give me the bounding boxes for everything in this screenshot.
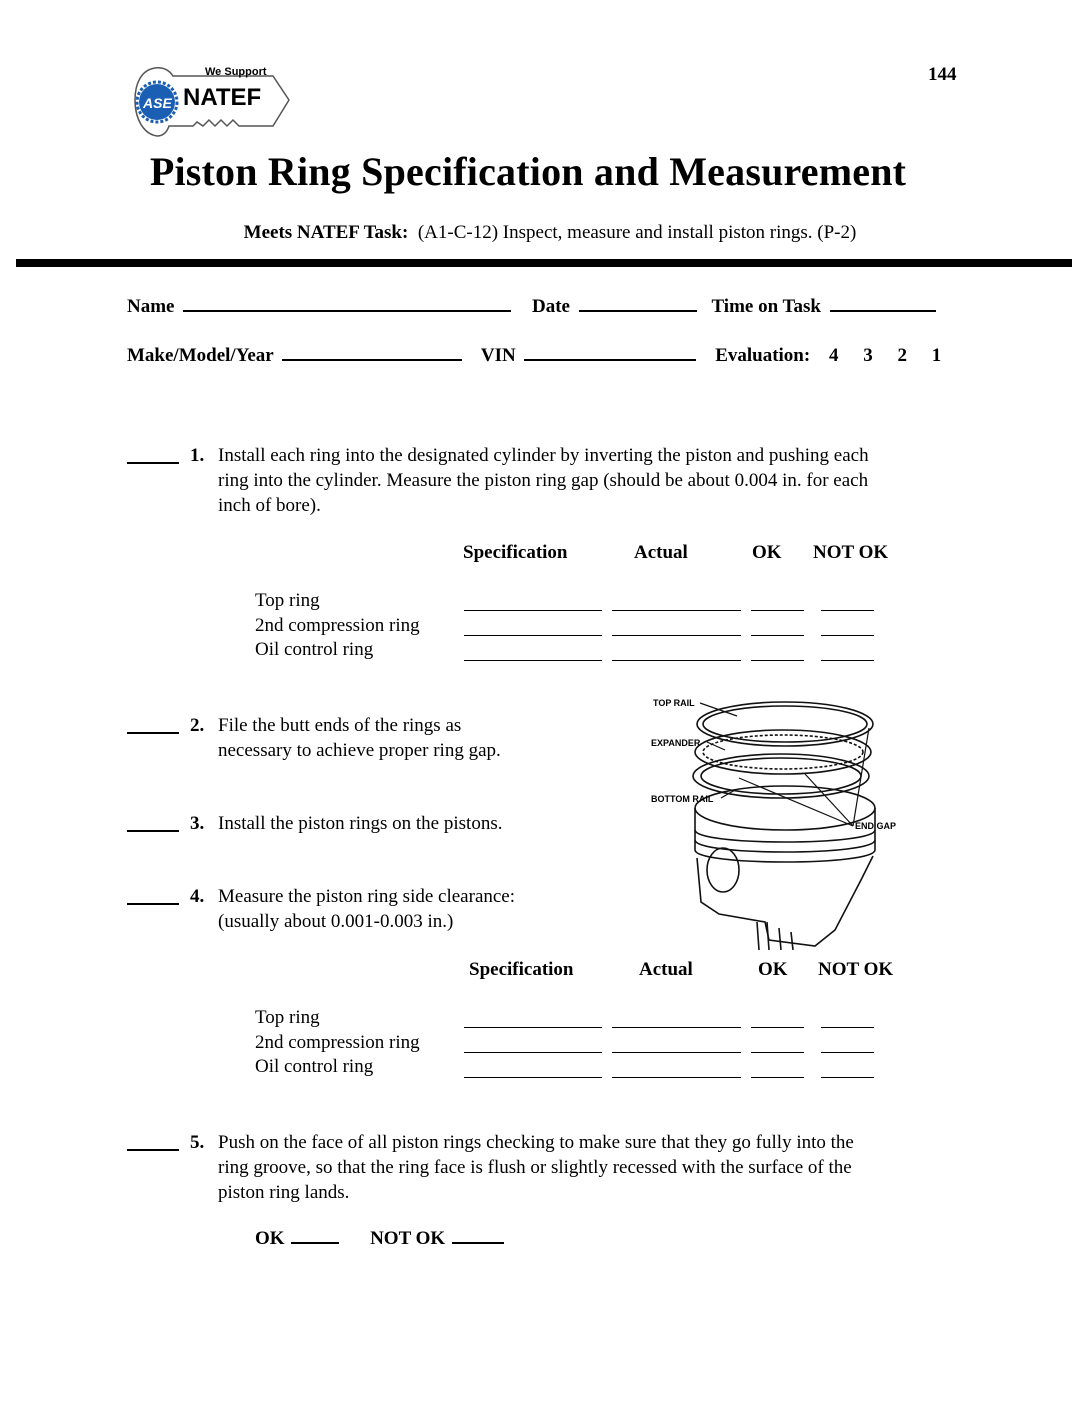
ase-badge: ASE xyxy=(143,95,172,111)
vin-field[interactable] xyxy=(524,359,696,361)
step-1-text xyxy=(218,443,869,518)
natef-logo xyxy=(133,62,293,140)
col-ok: OK xyxy=(758,959,788,980)
step-2-check-blank[interactable] xyxy=(127,713,179,734)
col-actual: Actual xyxy=(639,959,693,980)
t2-oil-ok-field[interactable] xyxy=(751,1077,804,1078)
logo-brand: NATEF xyxy=(183,84,262,111)
step-2-number: 2. xyxy=(190,715,205,736)
t1-top-actual-field[interactable] xyxy=(612,610,741,611)
evaluation-option-1[interactable]: 1 xyxy=(931,345,942,366)
ok-label: OK xyxy=(255,1228,285,1249)
label-top-rail: TOP RAIL xyxy=(653,698,695,708)
label-expander: EXPANDER xyxy=(651,738,701,748)
step-3-text xyxy=(218,811,502,836)
row-label-top-ring: Top ring xyxy=(255,590,320,611)
row-label-top-ring: Top ring xyxy=(255,1007,320,1028)
ring-gap-table xyxy=(0,540,1088,670)
page-title: Piston Ring Specification and Measurement xyxy=(149,149,907,194)
name-field[interactable] xyxy=(183,310,511,312)
step-1-check-blank[interactable] xyxy=(127,443,179,464)
step-4-check-blank[interactable] xyxy=(127,884,179,905)
t1-top-notok-field[interactable] xyxy=(821,610,874,611)
form-row-1 xyxy=(127,296,936,318)
label-end-gap: END GAP xyxy=(855,821,897,831)
t1-2nd-ok-field[interactable] xyxy=(751,635,804,636)
vin-label: VIN xyxy=(480,345,516,366)
t2-2nd-actual-field[interactable] xyxy=(612,1052,741,1053)
step-1-line: inch of bore). xyxy=(218,495,321,516)
step-4-number: 4. xyxy=(190,886,205,907)
t2-oil-notok-field[interactable] xyxy=(821,1077,874,1078)
date-field[interactable] xyxy=(579,310,697,312)
piston-ring-diagram xyxy=(645,690,925,950)
t2-2nd-ok-field[interactable] xyxy=(751,1052,804,1053)
task-text: (A1-C-12) Inspect, measure and install piston rings. (P-2) xyxy=(417,222,857,243)
t2-oil-spec-field[interactable] xyxy=(464,1077,602,1078)
evaluation-label: Evaluation: xyxy=(715,345,811,366)
t1-oil-spec-field[interactable] xyxy=(464,660,602,661)
step-5 xyxy=(0,1130,1088,1210)
piston-rings-illustration-icon xyxy=(645,690,925,950)
step-2-line: necessary to achieve proper ring gap. xyxy=(218,740,501,761)
page-number: 144 xyxy=(928,64,957,85)
form-row-2 xyxy=(127,345,941,367)
col-actual: Actual xyxy=(634,542,688,563)
step-4-line: (usually about 0.001-0.003 in.) xyxy=(218,911,454,932)
t1-oil-notok-field[interactable] xyxy=(821,660,874,661)
step-3-line: Install the piston rings on the pistons. xyxy=(218,813,503,834)
task-label: Meets NATEF Task: xyxy=(243,222,409,243)
side-clearance-table xyxy=(0,957,1088,1087)
t1-top-spec-field[interactable] xyxy=(464,610,602,611)
step-5-line: ring groove, so that the ring face is flush or slightly recessed with the surface of the xyxy=(218,1157,852,1178)
step-2-text xyxy=(218,713,501,763)
date-label: Date xyxy=(531,296,570,317)
name-label: Name xyxy=(127,296,175,317)
t2-top-spec-field[interactable] xyxy=(464,1027,602,1028)
step-5-check-blank[interactable] xyxy=(127,1130,179,1151)
ok-field[interactable] xyxy=(291,1242,339,1244)
step-5-line: piston ring lands. xyxy=(218,1182,350,1203)
header-divider xyxy=(16,259,1072,267)
col-ok: OK xyxy=(752,542,782,563)
col-not-ok: NOT OK xyxy=(818,959,894,980)
col-specification: Specification xyxy=(463,542,568,563)
t2-2nd-notok-field[interactable] xyxy=(821,1052,874,1053)
step-1-line: Install each ring into the designated cylinder by inverting the piston and pushing each xyxy=(218,445,869,466)
label-bottom-rail: BOTTOM RAIL xyxy=(651,794,714,804)
make-model-year-field[interactable] xyxy=(282,359,462,361)
row-label-2nd-compression-ring: 2nd compression ring xyxy=(255,1032,420,1053)
t1-top-ok-field[interactable] xyxy=(751,610,804,611)
step-1-line: ring into the cylinder. Measure the piston ring gap (should be about 0.004 in. for each xyxy=(218,470,869,491)
logo-top-text: We Support xyxy=(205,66,267,78)
t2-top-ok-field[interactable] xyxy=(751,1027,804,1028)
step-4 xyxy=(0,884,640,936)
t2-oil-actual-field[interactable] xyxy=(612,1077,741,1078)
t1-2nd-actual-field[interactable] xyxy=(612,635,741,636)
evaluation-option-4[interactable]: 4 xyxy=(828,345,839,366)
row-label-oil-control-ring: Oil control ring xyxy=(255,1056,374,1077)
step-5-text xyxy=(218,1130,854,1205)
step-4-line: Measure the piston ring side clearance: xyxy=(218,886,516,907)
step-2-line: File the butt ends of the rings as xyxy=(218,715,462,736)
step-3-number: 3. xyxy=(190,813,205,834)
col-specification: Specification xyxy=(469,959,574,980)
make-model-year-label: Make/Model/Year xyxy=(127,345,274,366)
row-label-2nd-compression-ring: 2nd compression ring xyxy=(255,615,420,636)
t1-2nd-notok-field[interactable] xyxy=(821,635,874,636)
step-1 xyxy=(0,443,1088,523)
time-on-task-label: Time on Task xyxy=(711,296,821,317)
step-5-number: 5. xyxy=(190,1132,205,1153)
step-5-line: Push on the face of all piston rings checking to make sure that they go fully into the xyxy=(218,1132,854,1153)
not-ok-field[interactable] xyxy=(452,1242,504,1244)
step-1-number: 1. xyxy=(190,445,205,466)
t2-2nd-spec-field[interactable] xyxy=(464,1052,602,1053)
t1-oil-ok-field[interactable] xyxy=(751,660,804,661)
evaluation-option-3[interactable]: 3 xyxy=(863,345,873,366)
row-label-oil-control-ring: Oil control ring xyxy=(255,639,374,660)
not-ok-label: NOT OK xyxy=(370,1228,446,1249)
step-5-result xyxy=(255,1228,504,1250)
step-4-text xyxy=(218,884,515,934)
time-on-task-field[interactable] xyxy=(830,310,936,312)
t1-oil-actual-field[interactable] xyxy=(612,660,741,661)
step-3-check-blank[interactable] xyxy=(127,811,179,832)
t2-top-actual-field[interactable] xyxy=(612,1027,741,1028)
evaluation-option-2[interactable]: 2 xyxy=(897,345,907,366)
t2-top-notok-field[interactable] xyxy=(821,1027,874,1028)
natef-task xyxy=(0,222,1088,244)
t1-2nd-spec-field[interactable] xyxy=(464,635,602,636)
step-2 xyxy=(0,713,640,765)
step-3 xyxy=(0,811,640,837)
col-not-ok: NOT OK xyxy=(813,542,889,563)
